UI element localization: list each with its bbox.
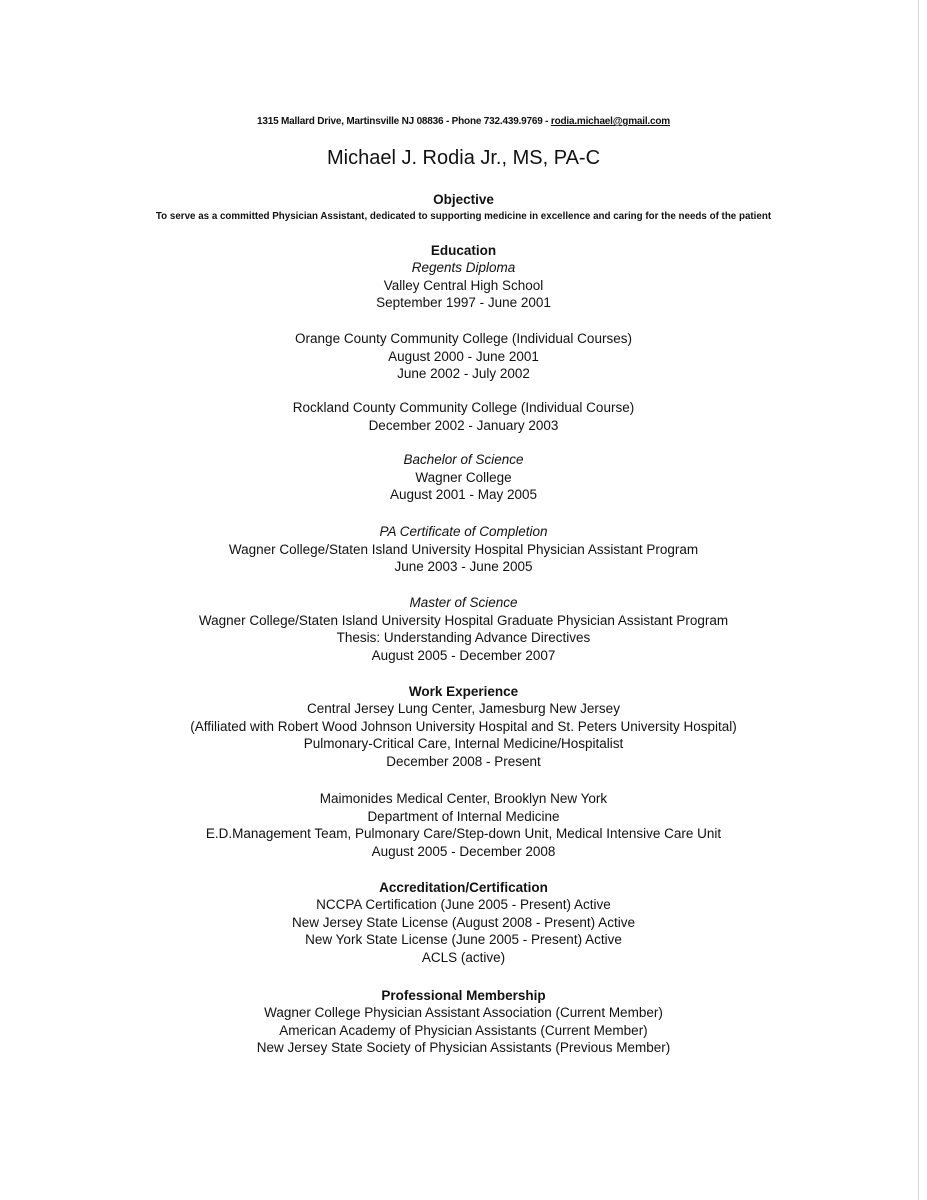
accreditation-item: ACLS (active) bbox=[421, 949, 506, 965]
membership-section bbox=[0, 987, 927, 1057]
education-entry bbox=[0, 330, 927, 383]
work-entry bbox=[0, 700, 927, 770]
education-school: Wagner College bbox=[415, 469, 512, 485]
objective-section bbox=[0, 191, 927, 224]
contact-line bbox=[0, 116, 927, 127]
membership-item: Wagner College Physician Assistant Association (Current Member) bbox=[264, 1005, 663, 1020]
education-entry bbox=[0, 523, 927, 576]
work-role: Pulmonary-Critical Care, Internal Medicine/Hospitalist bbox=[303, 736, 624, 751]
contact-email: rodia.michael@gmail.com bbox=[550, 116, 670, 127]
education-degree: PA Certificate of Completion bbox=[379, 524, 548, 539]
education-entry bbox=[0, 451, 927, 504]
education-dates: August 2000 - June 2001 bbox=[388, 348, 539, 364]
education-entry bbox=[0, 594, 927, 664]
education-thesis: Thesis: Understanding Advance Directives bbox=[336, 630, 591, 645]
work-affiliation: (Affiliated with Robert Wood Johnson University Hospital and St. Peters University Hospital) bbox=[190, 718, 737, 734]
work-dates: August 2005 - December 2008 bbox=[371, 843, 556, 859]
accreditation-heading: Accreditation/Certification bbox=[379, 880, 548, 895]
education-degree: Master of Science bbox=[409, 595, 518, 610]
membership-item: American Academy of Physician Assistants (Current Member) bbox=[279, 1022, 648, 1038]
education-dates: June 2003 - June 2005 bbox=[394, 559, 533, 574]
work-section bbox=[0, 683, 927, 770]
education-school: Valley Central High School bbox=[383, 277, 544, 293]
objective-text: To serve as a committed Physician Assistant, dedicated to supporting medicine in excellence and caring for the needs of the patient bbox=[155, 211, 772, 222]
education-school: Wagner College/Staten Island University Hospital Physician Assistant Program bbox=[228, 541, 699, 557]
accreditation-section bbox=[0, 879, 927, 966]
work-heading: Work Experience bbox=[408, 684, 519, 699]
education-dates: September 1997 - June 2001 bbox=[376, 295, 551, 310]
education-degree: Bachelor of Science bbox=[403, 452, 524, 467]
membership-item: New Jersey State Society of Physician Assistants (Previous Member) bbox=[256, 1040, 671, 1055]
education-dates: August 2005 - December 2007 bbox=[371, 647, 556, 663]
work-department: Department of Internal Medicine bbox=[367, 808, 560, 824]
education-school: Wagner College/Staten Island University Hospital Graduate Physician Assistant Program bbox=[198, 612, 729, 628]
education-dates: December 2002 - January 2003 bbox=[368, 417, 559, 433]
education-dates: June 2002 - July 2002 bbox=[397, 366, 530, 381]
education-entry bbox=[0, 259, 927, 312]
accreditation-item: NCCPA Certification (June 2005 - Present) Active bbox=[316, 897, 611, 912]
accreditation-item: New York State License (June 2005 - Present) Active bbox=[305, 932, 622, 947]
membership-heading: Professional Membership bbox=[381, 988, 546, 1003]
education-degree: Regents Diploma bbox=[411, 260, 516, 275]
work-employer: Maimonides Medical Center, Brooklyn New York bbox=[319, 791, 608, 806]
contact-address-phone: 1315 Mallard Drive, Martinsville NJ 08836 - Phone 732.439.9769 - bbox=[257, 116, 551, 127]
education-school: Orange County Community College (Individual Courses) bbox=[295, 331, 632, 346]
education-entry bbox=[0, 399, 927, 434]
work-employer: Central Jersey Lung Center, Jamesburg New Jersey bbox=[307, 701, 620, 716]
resume-name: Michael J. Rodia Jr., MS, PA-C bbox=[326, 147, 601, 169]
education-section bbox=[0, 242, 927, 312]
accreditation-item: New Jersey State License (August 2008 - Present) Active bbox=[292, 914, 635, 930]
objective-heading: Objective bbox=[433, 192, 494, 207]
work-entry bbox=[0, 790, 927, 860]
education-dates: August 2001 - May 2005 bbox=[389, 487, 538, 502]
education-heading: Education bbox=[430, 243, 497, 258]
work-dates: December 2008 - Present bbox=[386, 753, 541, 769]
work-role: E.D.Management Team, Pulmonary Care/Step-down Unit, Medical Intensive Care Unit bbox=[205, 826, 722, 841]
education-school: Rockland County Community College (Individual Course) bbox=[292, 400, 635, 415]
